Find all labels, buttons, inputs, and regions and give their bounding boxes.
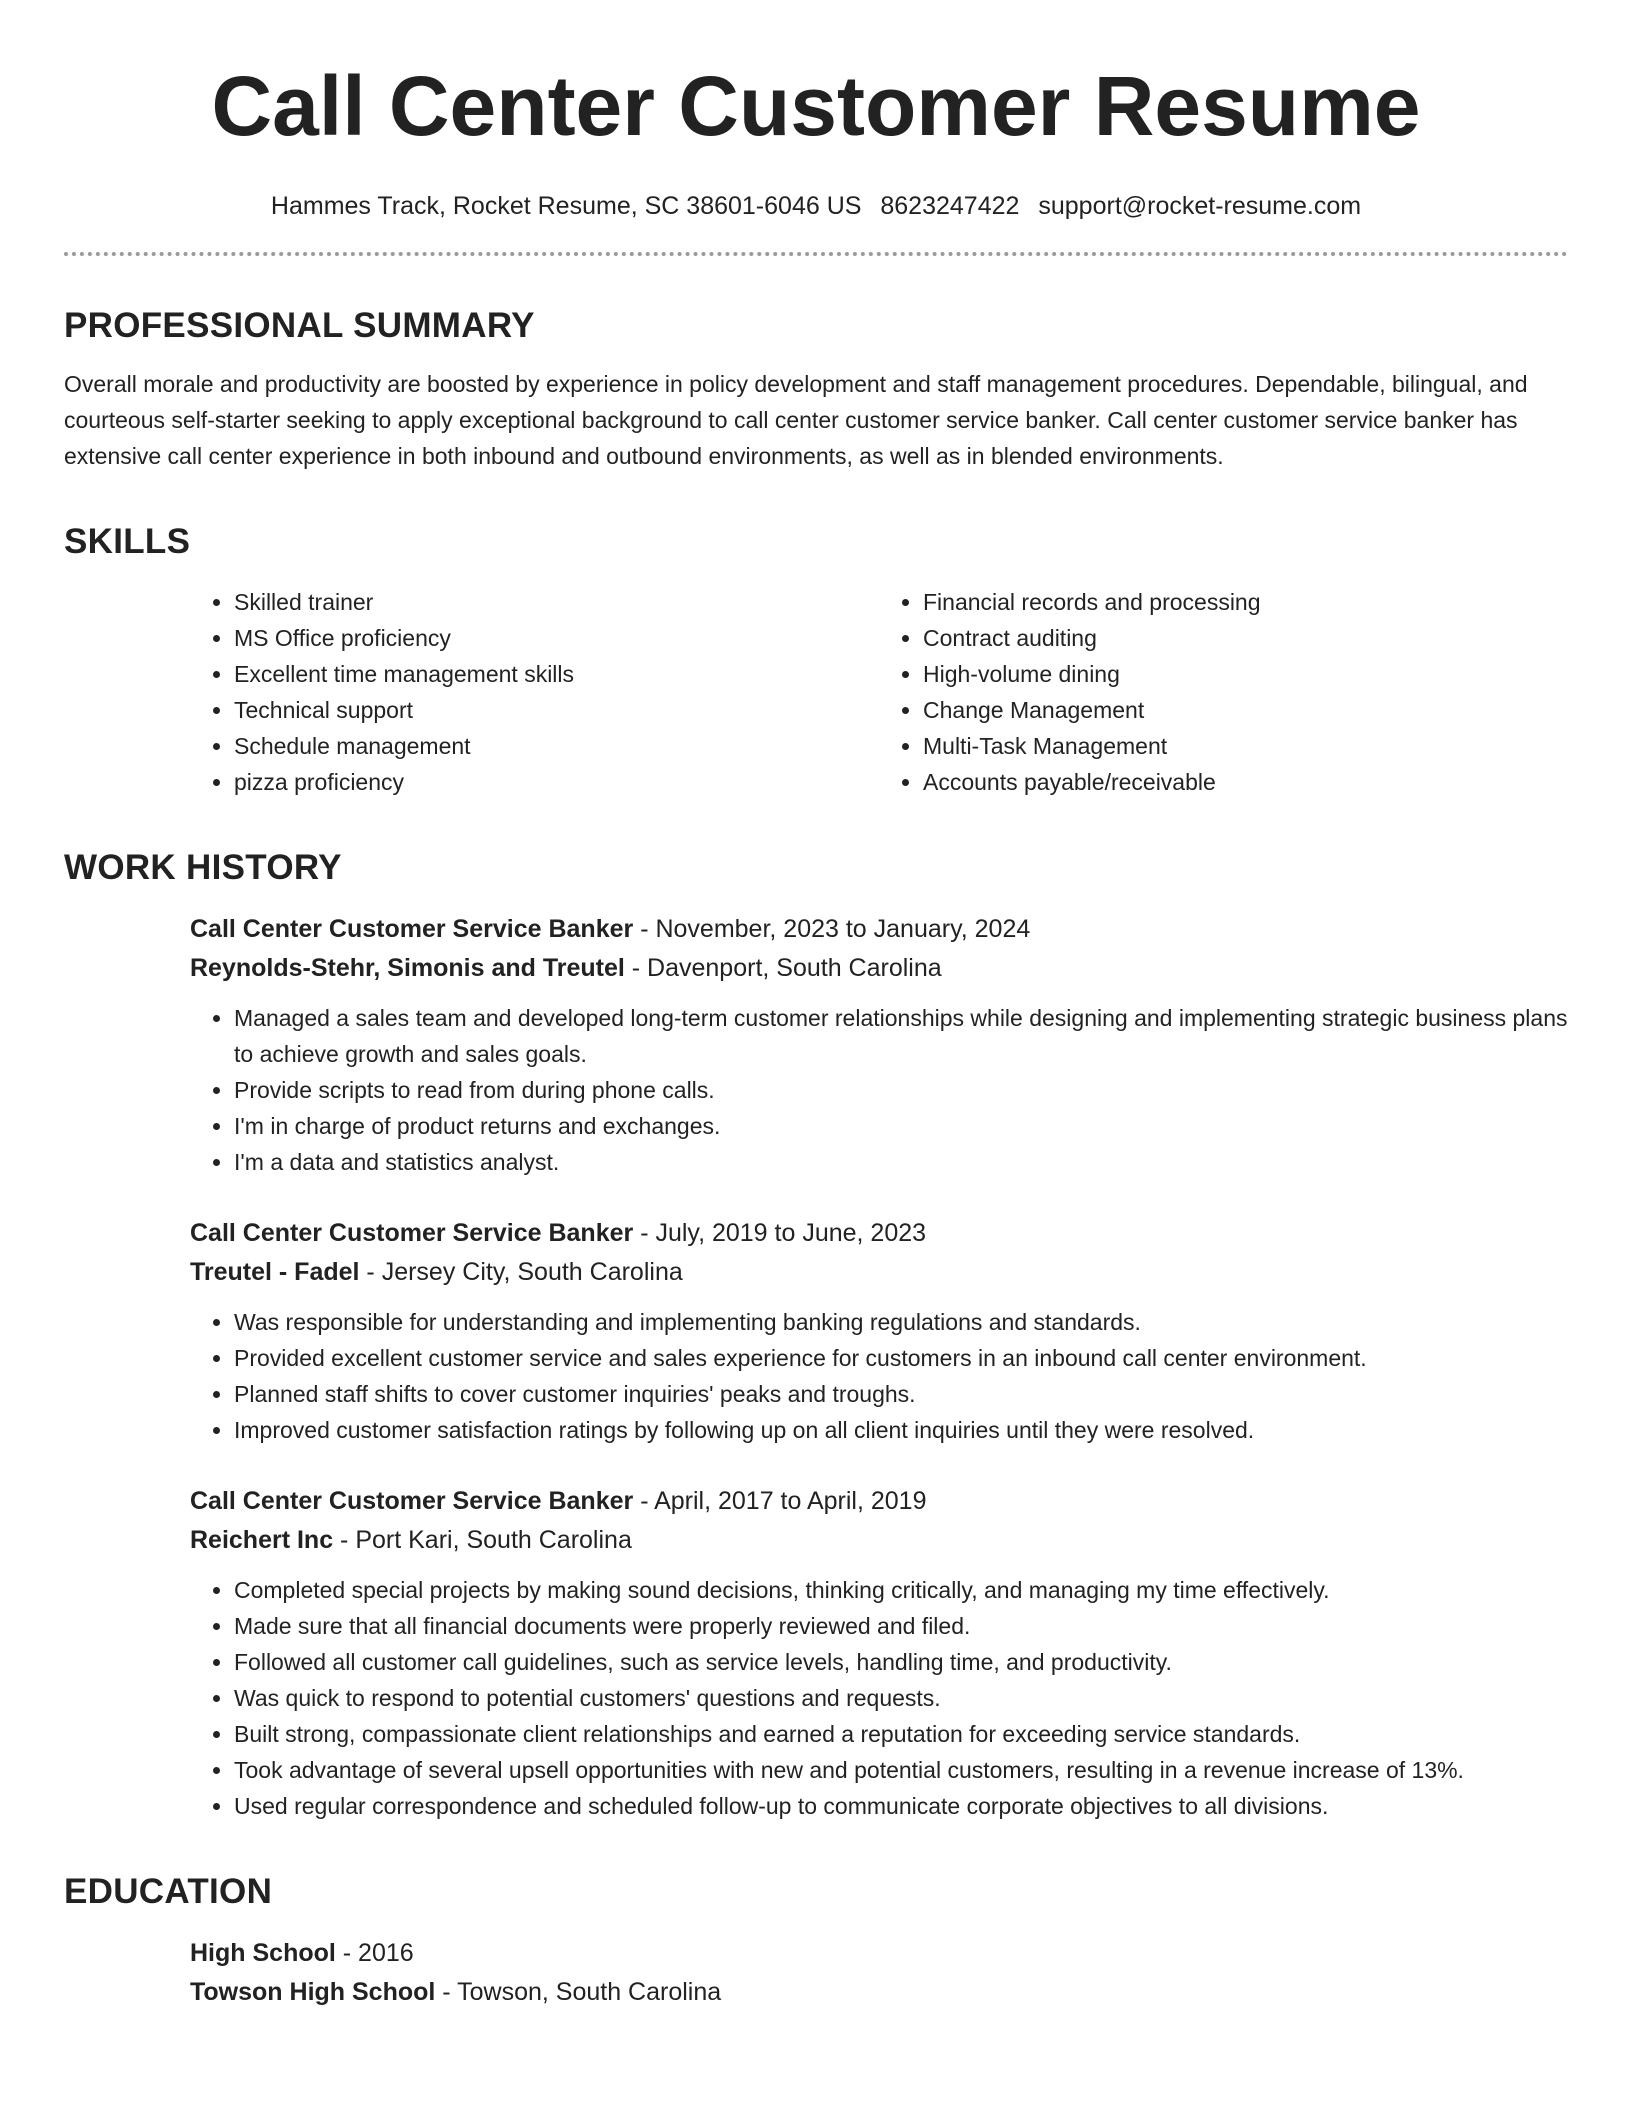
job-company-line	[190, 1253, 1568, 1292]
job-dates: - November, 2023 to January, 2024	[633, 915, 1031, 943]
education-section	[64, 1870, 1568, 2012]
contact-address: Hammes Track, Rocket Resume, SC 38601-6046 US	[270, 192, 862, 220]
job-company: Reynolds-Stehr, Simonis and Treutel	[190, 954, 625, 982]
section-title-summary: PROFESSIONAL SUMMARY	[64, 306, 535, 345]
skills-column-left	[190, 584, 879, 800]
contact-line	[64, 190, 1568, 222]
skill-item: • High-volume dining	[923, 656, 1568, 692]
summary-text: Overall morale and productivity are boosted by experience in policy development and staff management procedures. Dependable, bilingual, and courteous self-starter seeking to apply exceptional background to call center customer service banker. Call center customer service banker has extensive call center experience in both inbound and outbound environments, as well as in blended environments.	[64, 371, 1528, 469]
skill-item: • Schedule management	[234, 728, 879, 764]
job-title-line	[190, 910, 1568, 949]
job-bullet: • Managed a sales team and developed long-term customer relationships while designing and implementing strategic business plans to achieve growth and sales goals.	[234, 1000, 1568, 1072]
skill-item: • Skilled trainer	[234, 584, 879, 620]
education-school: Towson High School	[190, 1978, 436, 2006]
section-title-education: EDUCATION	[64, 1872, 273, 1911]
job-bullet: • Was responsible for understanding and implementing banking regulations and standards.	[234, 1304, 1568, 1340]
job-bullet: • I'm a data and statistics analyst.	[234, 1144, 1568, 1180]
professional-summary-section	[64, 304, 1568, 474]
job-bullet: • Made sure that all financial documents were properly reviewed and filed.	[234, 1608, 1568, 1644]
job-bullet: • Followed all customer call guidelines, such as service levels, handling time, and productivity.	[234, 1644, 1568, 1680]
skills-column-right	[879, 584, 1568, 800]
education-degree-line	[190, 1934, 1568, 1973]
job-title-line	[190, 1214, 1568, 1253]
job-company: Reichert Inc	[190, 1526, 334, 1554]
job-bullet: • Was quick to respond to potential customers' questions and requests.	[234, 1680, 1568, 1716]
skill-item: • Change Management	[923, 692, 1568, 728]
skill-item: • Financial records and processing	[923, 584, 1568, 620]
contact-email: support@rocket-resume.com	[1038, 192, 1362, 220]
job-title-line	[190, 1482, 1568, 1521]
skills-grid	[190, 584, 1568, 800]
job-location: - Davenport, South Carolina	[624, 954, 942, 982]
skill-item: • Multi-Task Management	[923, 728, 1568, 764]
education-entry	[190, 1934, 1568, 2012]
job-bullet: • Provide scripts to read from during phone calls.	[234, 1072, 1568, 1108]
skill-item: • Excellent time management skills	[234, 656, 879, 692]
job-bullet: • Improved customer satisfaction ratings by following up on all client inquiries until they were resolved.	[234, 1412, 1568, 1448]
job-entry	[190, 1214, 1568, 1448]
header-divider	[64, 252, 1568, 256]
job-bullet: • Built strong, compassionate client relationships and earned a reputation for exceeding service standards.	[234, 1716, 1568, 1752]
skill-item: • pizza proficiency	[234, 764, 879, 800]
education-degree: High School	[190, 1939, 336, 1967]
contact-phone: 8623247422	[880, 192, 1020, 220]
job-bullet: • I'm in charge of product returns and exchanges.	[234, 1108, 1568, 1144]
job-bullet: • Completed special projects by making sound decisions, thinking critically, and managing my time effectively.	[234, 1572, 1568, 1608]
job-company: Treutel - Fadel	[190, 1258, 360, 1286]
job-role: Call Center Customer Service Banker	[190, 915, 634, 943]
job-company-line	[190, 949, 1568, 988]
section-title-skills: SKILLS	[64, 522, 191, 561]
skill-item: • Contract auditing	[923, 620, 1568, 656]
job-bullet: • Used regular correspondence and scheduled follow-up to communicate corporate objectives to all divisions.	[234, 1788, 1568, 1824]
job-bullet: • Planned staff shifts to cover customer inquiries' peaks and troughs.	[234, 1376, 1568, 1412]
job-role: Call Center Customer Service Banker	[190, 1487, 634, 1515]
job-location: - Jersey City, South Carolina	[359, 1258, 683, 1286]
job-company-line	[190, 1521, 1568, 1560]
section-title-work-history: WORK HISTORY	[64, 848, 342, 887]
work-history-section	[64, 846, 1568, 1824]
job-bullets	[190, 1000, 1568, 1180]
job-entry	[190, 910, 1568, 1180]
job-bullets	[190, 1304, 1568, 1448]
job-location: - Port Kari, South Carolina	[333, 1526, 632, 1554]
skill-item: • Technical support	[234, 692, 879, 728]
education-location: - Towson, South Carolina	[435, 1978, 722, 2006]
job-bullet: • Provided excellent customer service and sales experience for customers in an inbound call center environment.	[234, 1340, 1568, 1376]
job-bullet: • Took advantage of several upsell opportunities with new and potential customers, resulting in a revenue increase of 13%.	[234, 1752, 1568, 1788]
resume-header	[64, 0, 1568, 256]
education-school-line	[190, 1973, 1568, 2012]
job-dates: - July, 2019 to June, 2023	[633, 1219, 927, 1247]
skill-item: • Accounts payable/receivable	[923, 764, 1568, 800]
job-bullets	[190, 1572, 1568, 1824]
candidate-name: Call Center Customer Resume	[211, 59, 1421, 153]
job-role: Call Center Customer Service Banker	[190, 1219, 634, 1247]
skill-item: • MS Office proficiency	[234, 620, 879, 656]
job-entry	[190, 1482, 1568, 1824]
job-dates: - April, 2017 to April, 2019	[633, 1487, 927, 1515]
education-year: - 2016	[335, 1939, 414, 1967]
skills-section	[64, 520, 1568, 800]
